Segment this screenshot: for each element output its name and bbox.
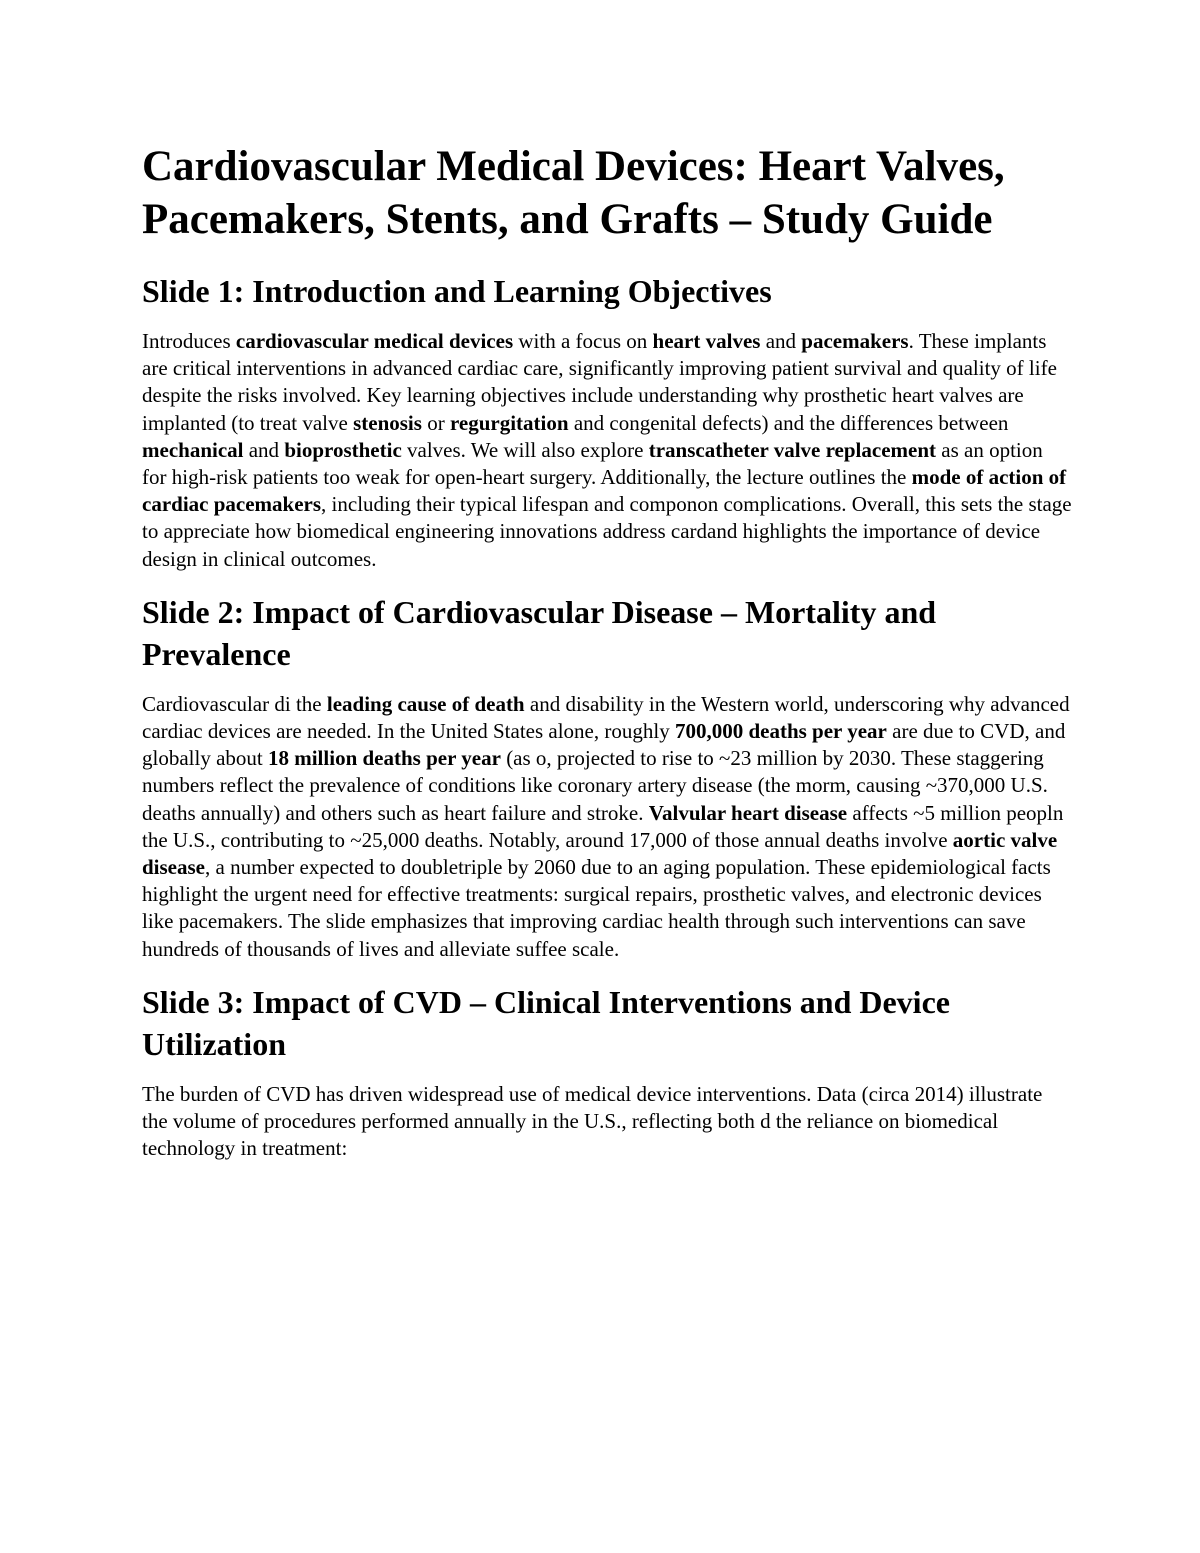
- text-run: Cardiovascular di the: [142, 691, 327, 716]
- section-paragraph: [142, 328, 1072, 573]
- bold-term: Valvular heart disease: [648, 800, 848, 825]
- bold-term: pacemakers: [801, 329, 909, 353]
- section-1: [142, 270, 1072, 573]
- text-run: , a number expected to doubletriple by 2060 due to an aging population. These epidemiological facts highlight the urgent need for effective treatments: surgical repairs, prosthetic valves, and electronic devices like pacemakers. The slide emphasizes that improving cardiac health through such interventions can save hundreds of thousands of lives and alleviate suffee scale.: [142, 855, 1051, 961]
- section-heading: Slide 1: Introduction and Learning Objectives: [142, 273, 772, 309]
- bold-term: aortic valve disease: [142, 827, 1058, 880]
- section-heading: Slide 3: Impact of CVD – Clinical Interventions and Device Utilization: [142, 983, 950, 1062]
- text-run: (as o, projected to rise to ~23 million by 2030. These staggering numbers reflect the prevalence of conditions like coronary artery disease (the morm, causing ~370,000 U.S. deaths annually) and others such as heart failure and stroke.: [142, 746, 1048, 825]
- document-page: [142, 140, 1072, 1180]
- bold-term: 18 million deaths per year: [267, 746, 501, 771]
- bold-term: stenosis: [353, 410, 422, 435]
- text-run: or: [421, 410, 450, 435]
- text-run: , including their typical lifespan and componon complications. Overall, this sets the stage to appreciate how biomedical engineering innovations address cardand highlights the importance of device design in clinical outcomes.: [142, 492, 1072, 571]
- bold-term: transcatheter valve replacement: [648, 437, 937, 462]
- text-run: Introduces: [142, 329, 236, 353]
- bold-term: mode of action of cardiac pacemakers: [142, 465, 1067, 517]
- section-paragraph: [142, 691, 1072, 963]
- section-heading: Slide 2: Impact of Cardiovascular Disease – Mortality and Prevalence: [142, 593, 937, 672]
- bold-term: 700,000 deaths per year: [674, 719, 887, 744]
- text-run: and disability in the Western world, underscoring why advanced cardiac devices are needed. In the United States alone, roughly: [142, 691, 1070, 744]
- text-run: and: [243, 437, 285, 462]
- text-run: with a focus on: [513, 329, 653, 353]
- document-body: [142, 270, 1072, 1162]
- text-run: . These implants are critical interventions in advanced cardiac care, significantly improving patient survival and quality of life despite the risks involved. Key learning objectives include understanding why prosthetic heart valves are implanted (to treat valve: [142, 329, 1057, 435]
- text-run: valves. We will also explore: [401, 437, 649, 462]
- bold-term: bioprosthetic: [284, 437, 402, 462]
- text-run: and: [760, 329, 802, 353]
- document-title: Cardiovascular Medical Devices: Heart Valves, Pacemakers, Stents, and Grafts – Study Guide: [142, 143, 1005, 243]
- text-run: The burden of CVD has driven widespread use of medical device interventions. Data (circa 2014) illustrate the volume of procedures performed annually in the U.S., reflecting both d the reliance on biomedical technology in treatment:: [142, 1081, 1043, 1161]
- bold-term: regurgitation: [449, 410, 569, 435]
- text-run: and congenital defects) and the differences between: [568, 410, 1009, 435]
- bold-term: mechanical: [142, 437, 244, 462]
- section-2: [142, 591, 1072, 963]
- section-paragraph: [142, 1081, 1072, 1163]
- bold-term: leading cause of death: [326, 691, 525, 716]
- bold-term: cardiovascular medical devices: [235, 329, 514, 353]
- bold-term: heart valves: [652, 329, 761, 353]
- section-3: [142, 981, 1072, 1163]
- text-run: affects ~5 million peopln the U.S., contributing to ~25,000 deaths. Notably, around 17,000 of those annual deaths involve: [142, 800, 1064, 852]
- text-run: as an option for high-risk patients too weak for open-heart surgery. Additionally, the lecture outlines the: [142, 437, 1043, 490]
- text-run: are due to CVD, and globally about: [142, 719, 1066, 771]
